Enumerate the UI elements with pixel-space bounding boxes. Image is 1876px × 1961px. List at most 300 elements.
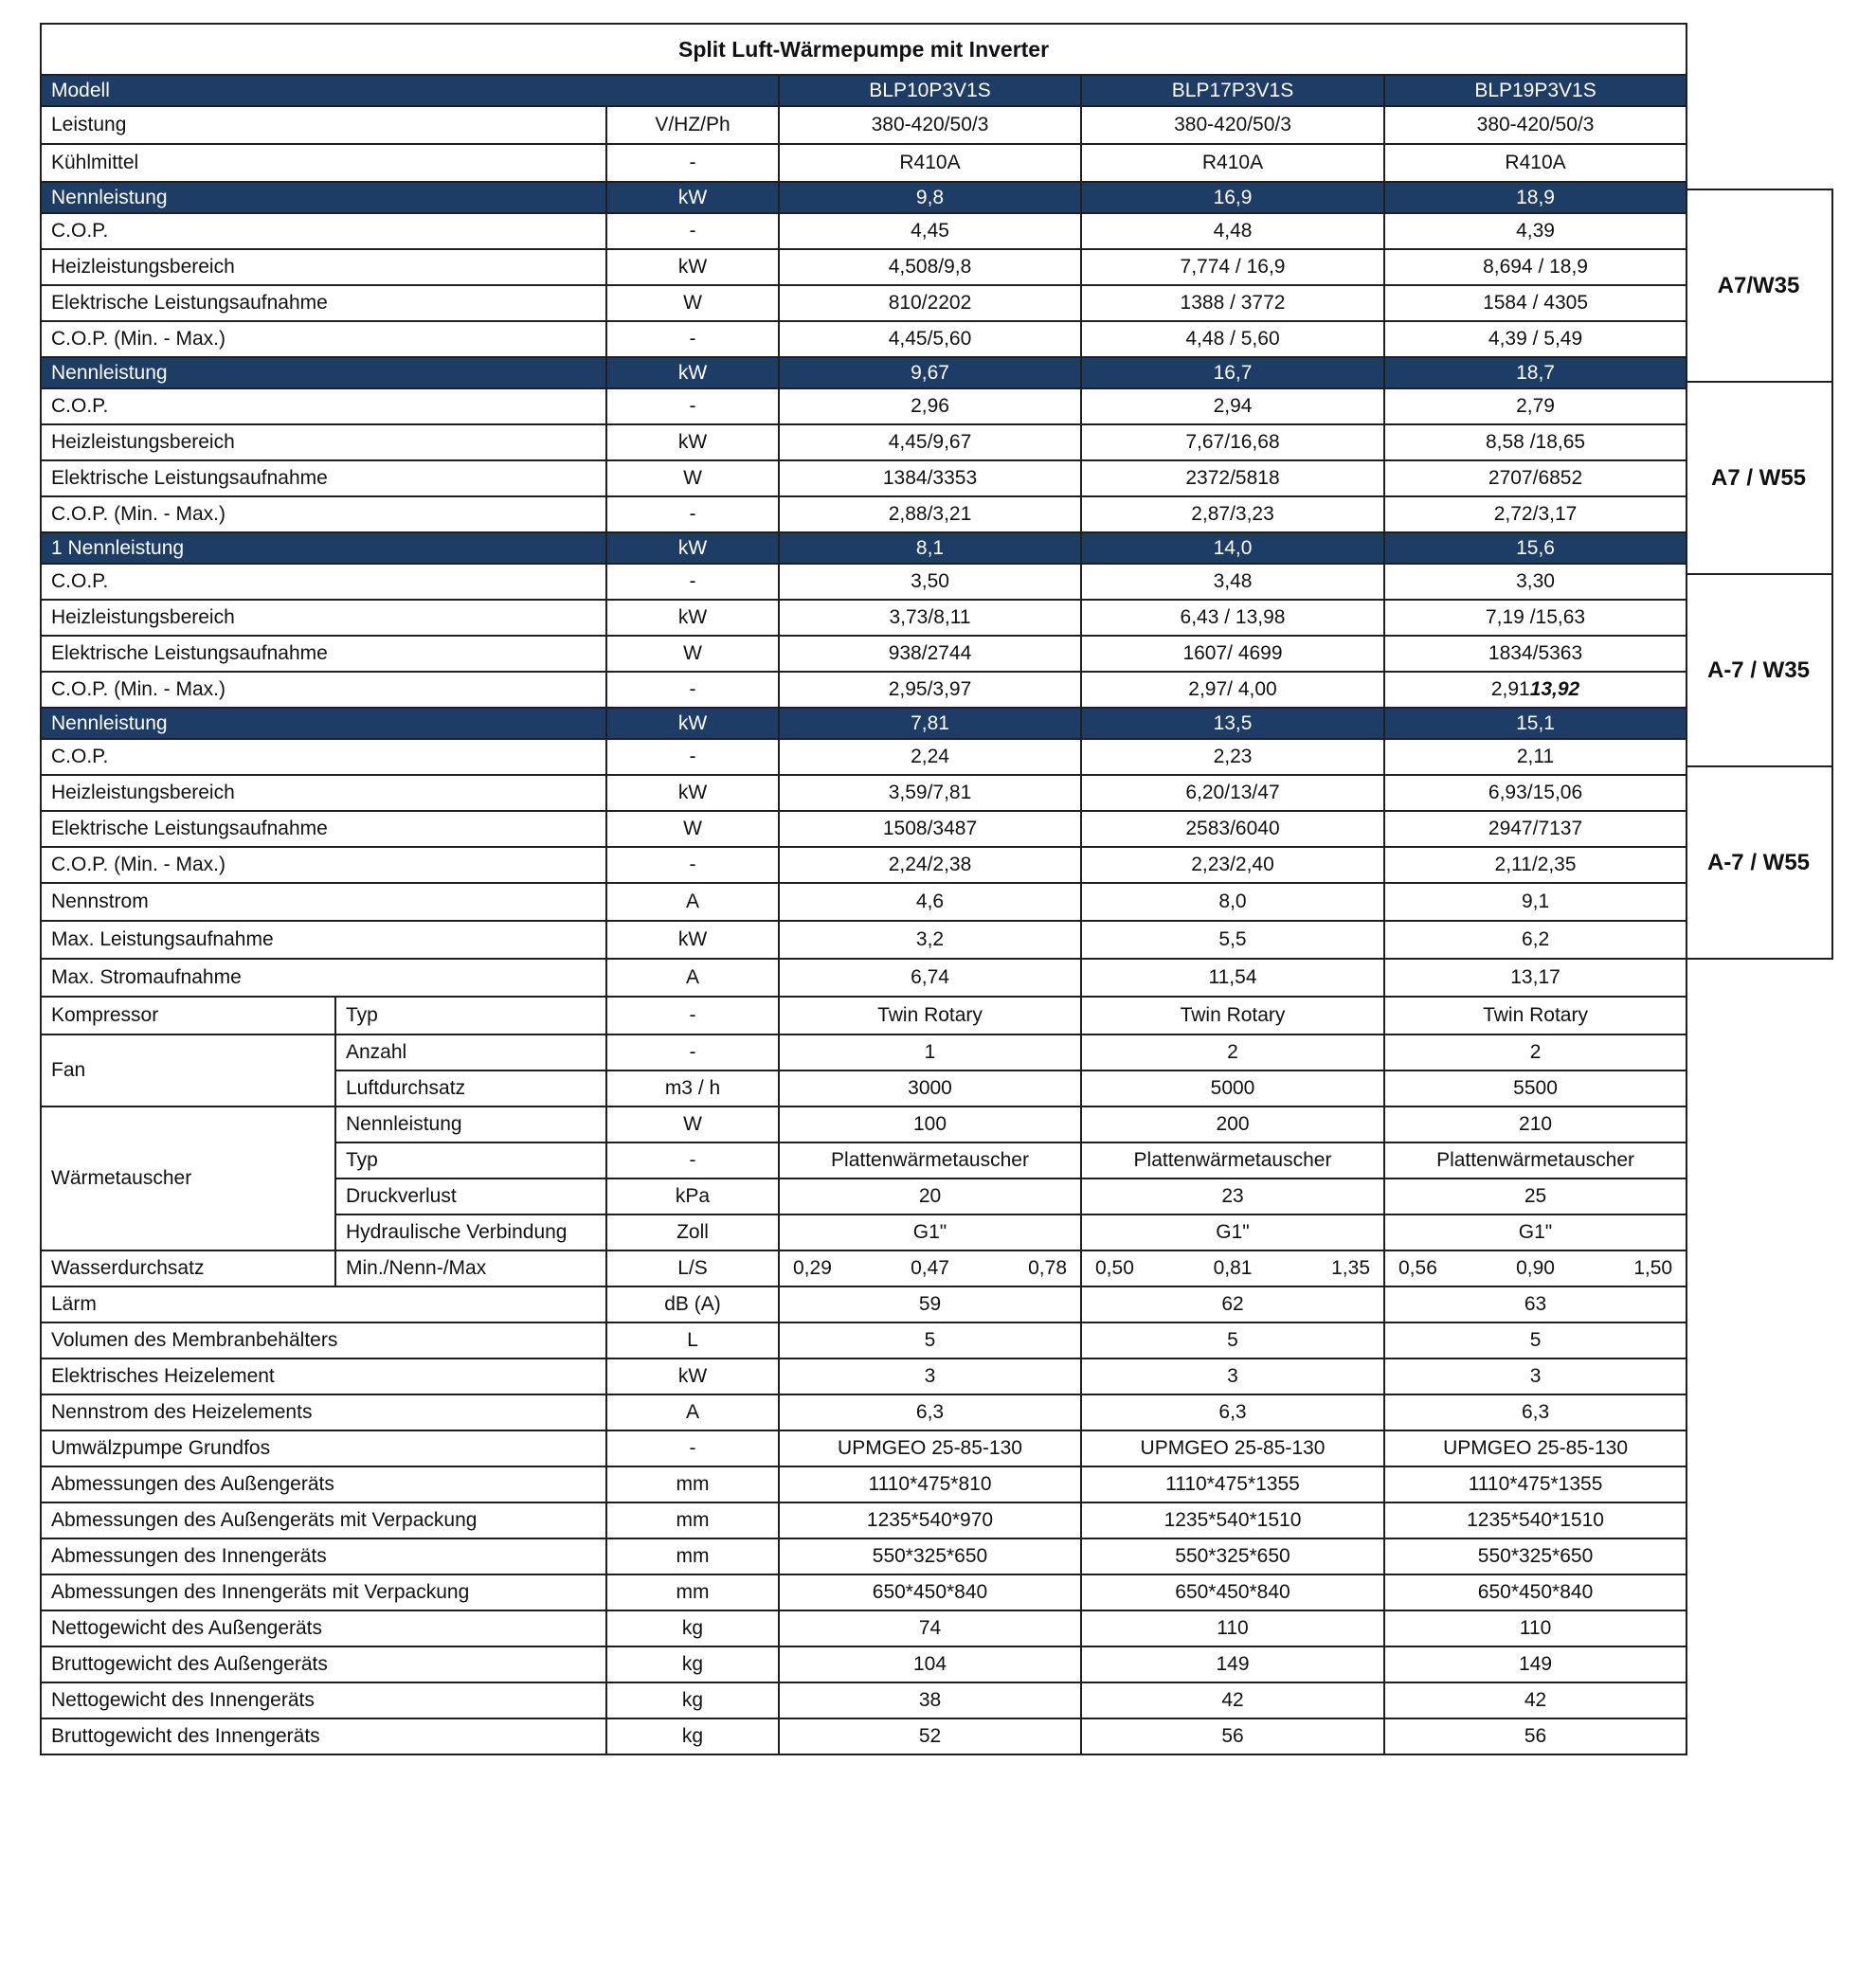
value-cell: 2 (1384, 1034, 1687, 1070)
value-cell (1081, 811, 1384, 847)
value-cell: UPMGEO 25-85-130 (1384, 1430, 1687, 1466)
unit-cell: A (606, 959, 779, 997)
value-cell (1081, 775, 1384, 811)
value-cell: 5500 (1384, 1070, 1687, 1106)
value-cell (1384, 249, 1687, 285)
value-cell: 5 (1081, 1322, 1384, 1358)
value-text: 2,87/3,23 (1191, 503, 1274, 525)
row-label: Nettogewicht des Innengeräts (41, 1682, 606, 1718)
row-label: C.O.P. (41, 564, 606, 600)
value-text: 2,72/3,17 (1493, 503, 1578, 525)
unit-cell: W (606, 1106, 779, 1142)
value-text: 2583/6040 (1185, 818, 1280, 839)
row-label: Kühlmittel (41, 144, 606, 182)
group-label: Kompressor (41, 997, 335, 1034)
row-label: Volumen des Membranbehälters (41, 1322, 606, 1358)
value-cell: 5 (1384, 1322, 1687, 1358)
table-row (41, 1286, 1687, 1322)
value-text: 810/2202 (888, 292, 972, 314)
value-cell (779, 388, 1081, 424)
value-cell: 1235*540*1510 (1081, 1502, 1384, 1538)
sub-label: Nennleistung (335, 1106, 606, 1142)
row-label: C.O.P. (Min. - Max.) (41, 321, 606, 357)
value-cell: 15,1 (1384, 708, 1687, 739)
value-text: 2,91 (1490, 678, 1530, 700)
emphasis-text: 13,92 (1529, 678, 1580, 700)
value-cell (1081, 321, 1384, 357)
unit-cell: - (606, 564, 779, 600)
value-cell: 13,5 (1081, 708, 1384, 739)
value-text: 2,96 (911, 395, 949, 417)
value-text: 4,39 (1516, 220, 1555, 242)
value-text: 1508/3487 (882, 818, 978, 839)
value-cell: 9,8 (779, 182, 1081, 213)
value-cell (779, 285, 1081, 321)
row-label: C.O.P. (41, 388, 606, 424)
value-cell (779, 636, 1081, 672)
value-text: 2,11 (1516, 746, 1555, 767)
value-text: 7,19 /15,63 (1485, 606, 1586, 628)
test-condition-column (1686, 189, 1833, 960)
value-cell (1081, 285, 1384, 321)
value-cell: R410A (779, 144, 1081, 182)
value-cell (1081, 672, 1384, 708)
value-cell: 3 (1384, 1358, 1687, 1394)
value-cell: 3 (779, 1358, 1081, 1394)
value-cell: 380-420/50/3 (1081, 106, 1384, 144)
value-cell: Plattenwärmetauscher (1081, 1142, 1384, 1178)
value-cell: 6,74 (779, 959, 1081, 997)
value-cell (779, 496, 1081, 532)
value-text: 2,88/3,21 (888, 503, 972, 525)
flow-value: 0,56 (1398, 1257, 1437, 1279)
unit-cell: kg (606, 1610, 779, 1646)
value-text: 2,97/ 4,00 (1188, 678, 1277, 700)
row-label: Max. Stromaufnahme (41, 959, 606, 997)
value-cell (779, 811, 1081, 847)
unit-cell: W (606, 636, 779, 672)
value-cell: G1" (779, 1214, 1081, 1250)
unit-cell: - (606, 144, 779, 182)
unit-cell: kW (606, 249, 779, 285)
value-cell (1384, 600, 1687, 636)
value-cell: 100 (779, 1106, 1081, 1142)
value-cell: 16,7 (1081, 357, 1384, 388)
value-cell: 63 (1384, 1286, 1687, 1322)
value-cell: 7,81 (779, 708, 1081, 739)
row-label: C.O.P. (41, 213, 606, 249)
unit-cell: mm (606, 1574, 779, 1610)
table-row (41, 1538, 1687, 1574)
unit-cell: kW (606, 708, 779, 739)
value-text: 3,59/7,81 (888, 782, 972, 803)
value-text: 2,23/2,40 (1191, 854, 1274, 875)
table-row (41, 460, 1687, 496)
value-cell (779, 775, 1081, 811)
row-label: Leistung (41, 106, 606, 144)
value-cell: R410A (1384, 144, 1687, 182)
value-cell: 18,9 (1384, 182, 1687, 213)
table-row (41, 1394, 1687, 1430)
spec-table (40, 23, 1687, 1755)
table-row (41, 847, 1687, 883)
row-label: C.O.P. (Min. - Max.) (41, 496, 606, 532)
unit-cell: kW (606, 1358, 779, 1394)
unit-cell: mm (606, 1466, 779, 1502)
value-cell (1384, 388, 1687, 424)
value-cell: 6,3 (1384, 1394, 1687, 1430)
value-cell: 4,6 (779, 883, 1081, 921)
row-label: Elektrisches Heizelement (41, 1358, 606, 1394)
table-row (41, 811, 1687, 847)
value-cell: G1" (1384, 1214, 1687, 1250)
value-cell: 1110*475*810 (779, 1466, 1081, 1502)
value-cell: 1235*540*1510 (1384, 1502, 1687, 1538)
unit-cell: kW (606, 600, 779, 636)
value-cell (779, 847, 1081, 883)
value-cell: 110 (1384, 1610, 1687, 1646)
table-row (41, 564, 1687, 600)
table-row (41, 321, 1687, 357)
section-header-row (41, 182, 1687, 213)
unit-cell: kPa (606, 1178, 779, 1214)
row-label: Elektrische Leistungsaufnahme (41, 460, 606, 496)
unit-cell: - (606, 847, 779, 883)
row-label: Abmessungen des Innengeräts (41, 1538, 606, 1574)
unit-cell: dB (A) (606, 1286, 779, 1322)
model-name: BLP10P3V1S (779, 75, 1081, 106)
unit-cell: kW (606, 182, 779, 213)
value-cell: 200 (1081, 1106, 1384, 1142)
sub-label: Min./Nenn-/Max (335, 1250, 606, 1286)
sub-label: Druckverlust (335, 1178, 606, 1214)
table-row (41, 496, 1687, 532)
value-cell: 6,3 (779, 1394, 1081, 1430)
unit-cell: W (606, 811, 779, 847)
value-cell: 210 (1384, 1106, 1687, 1142)
unit-cell: mm (606, 1502, 779, 1538)
value-text: 6,43 / 13,98 (1180, 606, 1286, 628)
row-label: Nennstrom des Heizelements (41, 1394, 606, 1430)
section-header-row (41, 532, 1687, 564)
value-cell (779, 564, 1081, 600)
table-row (41, 600, 1687, 636)
unit-cell: A (606, 1394, 779, 1430)
unit-cell: - (606, 388, 779, 424)
value-cell: 14,0 (1081, 532, 1384, 564)
table-row (41, 144, 1687, 182)
fan-row (41, 1034, 1687, 1070)
value-cell (779, 672, 1081, 708)
kompressor-row (41, 997, 1687, 1034)
value-cell: 9,1 (1384, 883, 1687, 921)
row-label: Bruttogewicht des Innengeräts (41, 1718, 606, 1754)
test-condition-label: A-7 / W35 (1686, 574, 1832, 766)
value-text: 2,24/2,38 (888, 854, 972, 875)
unit-cell: kg (606, 1718, 779, 1754)
flow-value: 0,47 (911, 1257, 949, 1279)
table-row (41, 1610, 1687, 1646)
table-row (41, 1574, 1687, 1610)
row-label: Elektrische Leistungsaufnahme (41, 285, 606, 321)
table-row (41, 249, 1687, 285)
table-row (41, 636, 1687, 672)
value-cell: 23 (1081, 1178, 1384, 1214)
row-label: Heizleistungsbereich (41, 424, 606, 460)
table-row (41, 775, 1687, 811)
value-cell (779, 739, 1081, 775)
value-cell (1081, 600, 1384, 636)
value-text: 1388 / 3772 (1180, 292, 1286, 314)
value-cell (1384, 564, 1687, 600)
value-text: 2,94 (1213, 395, 1253, 417)
value-text: 8,58 /18,65 (1485, 431, 1586, 453)
value-cell: 15,6 (1384, 532, 1687, 564)
title-row (41, 24, 1687, 75)
unit-cell: V/HZ/Ph (606, 106, 779, 144)
section-header-row (41, 708, 1687, 739)
value-text: 1834/5363 (1488, 642, 1583, 664)
value-text: 2,23 (1213, 746, 1253, 767)
unit-cell: kW (606, 357, 779, 388)
value-cell (779, 249, 1081, 285)
flow-value: 0,90 (1516, 1257, 1555, 1279)
value-cell: 56 (1081, 1718, 1384, 1754)
unit-cell: kW (606, 424, 779, 460)
value-cell: 5 (779, 1322, 1081, 1358)
value-cell: 380-420/50/3 (1384, 106, 1687, 144)
value-cell: 42 (1081, 1682, 1384, 1718)
row-label: Bruttogewicht des Außengeräts (41, 1646, 606, 1682)
row-label: Elektrische Leistungsaufnahme (41, 636, 606, 672)
value-cell: G1" (1081, 1214, 1384, 1250)
waermetauscher-row (41, 1106, 1687, 1142)
group-label: Wärmetauscher (41, 1106, 335, 1250)
value-text: 7,774 / 16,9 (1180, 256, 1286, 278)
sub-label: Anzahl (335, 1034, 606, 1070)
unit-cell: kg (606, 1646, 779, 1682)
value-cell (1081, 460, 1384, 496)
value-cell (779, 321, 1081, 357)
value-cell: 59 (779, 1286, 1081, 1322)
value-cell: 1110*475*1355 (1081, 1466, 1384, 1502)
unit-cell: - (606, 1430, 779, 1466)
value-cell: Twin Rotary (779, 997, 1081, 1034)
value-cell (1081, 1250, 1384, 1286)
value-cell: 650*450*840 (1384, 1574, 1687, 1610)
value-cell (1384, 424, 1687, 460)
test-condition-label: A7 / W55 (1686, 382, 1832, 574)
flow-value: 0,78 (1028, 1257, 1067, 1279)
unit-cell: - (606, 1142, 779, 1178)
model-name: BLP17P3V1S (1081, 75, 1384, 106)
value-cell: 550*325*650 (1384, 1538, 1687, 1574)
table-row (41, 739, 1687, 775)
value-text: 6,93/15,06 (1488, 782, 1583, 803)
unit-cell: - (606, 1034, 779, 1070)
table-row (41, 1646, 1687, 1682)
value-text: 4,48 / 5,60 (1185, 328, 1280, 350)
value-cell: 74 (779, 1610, 1081, 1646)
value-cell: 149 (1384, 1646, 1687, 1682)
value-cell (1081, 847, 1384, 883)
value-cell: 8,1 (779, 532, 1081, 564)
value-cell: 1110*475*1355 (1384, 1466, 1687, 1502)
value-text: 1584 / 4305 (1483, 292, 1588, 314)
value-cell: 9,67 (779, 357, 1081, 388)
value-cell (1384, 496, 1687, 532)
value-cell: 6,3 (1081, 1394, 1384, 1430)
unit-cell: L (606, 1322, 779, 1358)
unit-cell: kW (606, 532, 779, 564)
flow-value: 0,81 (1213, 1257, 1253, 1279)
value-text: 2,24 (911, 746, 949, 767)
value-text: 4,508/9,8 (888, 256, 972, 278)
value-cell (1384, 847, 1687, 883)
unit-cell: - (606, 213, 779, 249)
value-cell (1384, 460, 1687, 496)
value-text: 4,48 (1213, 220, 1253, 242)
value-cell: 13,17 (1384, 959, 1687, 997)
value-text: 7,67/16,68 (1185, 431, 1280, 453)
value-text: 1384/3353 (882, 467, 978, 489)
value-cell: 5000 (1081, 1070, 1384, 1106)
row-label: Heizleistungsbereich (41, 600, 606, 636)
unit-cell: - (606, 496, 779, 532)
value-text: 2,11/2,35 (1494, 854, 1577, 875)
row-label: C.O.P. (Min. - Max.) (41, 847, 606, 883)
value-text: 4,45/5,60 (888, 328, 972, 350)
table-row (41, 1502, 1687, 1538)
table-row (41, 285, 1687, 321)
value-cell (779, 424, 1081, 460)
unit-cell: kg (606, 1682, 779, 1718)
value-cell: 1 (779, 1034, 1081, 1070)
row-label: Lärm (41, 1286, 606, 1322)
value-text: 938/2744 (888, 642, 972, 664)
unit-cell: Zoll (606, 1214, 779, 1250)
row-label: Abmessungen des Außengeräts mit Verpackung (41, 1502, 606, 1538)
value-cell: 650*450*840 (1081, 1574, 1384, 1610)
value-cell: Plattenwärmetauscher (779, 1142, 1081, 1178)
row-label: Abmessungen des Außengeräts (41, 1466, 606, 1502)
value-text: 2,95/3,97 (888, 678, 972, 700)
value-cell: 6,2 (1384, 921, 1687, 959)
value-text: 6,20/13/47 (1185, 782, 1280, 803)
value-cell: Twin Rotary (1384, 997, 1687, 1034)
value-cell: 149 (1081, 1646, 1384, 1682)
value-cell: 8,0 (1081, 883, 1384, 921)
value-cell (1384, 672, 1687, 708)
table-row (41, 106, 1687, 144)
value-cell: 550*325*650 (779, 1538, 1081, 1574)
value-cell: 104 (779, 1646, 1081, 1682)
flow-value: 1,50 (1633, 1257, 1673, 1279)
section-header-label: Nennleistung (41, 708, 606, 739)
value-cell: 3,2 (779, 921, 1081, 959)
section-header-label: Nennleistung (41, 182, 606, 213)
value-cell: UPMGEO 25-85-130 (779, 1430, 1081, 1466)
model-header-label: Modell (41, 75, 779, 106)
flow-range (1385, 1257, 1686, 1280)
sub-label: Typ (335, 997, 606, 1034)
value-cell: 20 (779, 1178, 1081, 1214)
table-title: Split Luft-Wärmepumpe mit Inverter (41, 24, 1687, 75)
flow-value: 0,50 (1095, 1257, 1134, 1279)
value-cell (1081, 388, 1384, 424)
value-text: 3,30 (1516, 570, 1555, 592)
value-cell (1384, 285, 1687, 321)
value-text: 2707/6852 (1488, 467, 1583, 489)
value-cell: UPMGEO 25-85-130 (1081, 1430, 1384, 1466)
row-label: C.O.P. (Min. - Max.) (41, 672, 606, 708)
value-cell: 380-420/50/3 (779, 106, 1081, 144)
table-row (41, 1466, 1687, 1502)
table-row (41, 959, 1687, 997)
table-row (41, 1358, 1687, 1394)
value-text: 3,73/8,11 (889, 606, 971, 628)
value-cell: 3 (1081, 1358, 1384, 1394)
value-cell (779, 600, 1081, 636)
value-cell: 11,54 (1081, 959, 1384, 997)
section-header-label: 1 Nennleistung (41, 532, 606, 564)
table-row (41, 1682, 1687, 1718)
value-cell (1081, 739, 1384, 775)
unit-cell: kW (606, 775, 779, 811)
unit-cell: - (606, 672, 779, 708)
table-row (41, 1430, 1687, 1466)
value-cell: 650*450*840 (779, 1574, 1081, 1610)
unit-cell: - (606, 321, 779, 357)
sub-label: Hydraulische Verbindung (335, 1214, 606, 1250)
unit-cell: kW (606, 921, 779, 959)
value-cell (1384, 213, 1687, 249)
value-text: 4,45/9,67 (888, 431, 972, 453)
value-cell: 38 (779, 1682, 1081, 1718)
table-row (41, 388, 1687, 424)
unit-cell: mm (606, 1538, 779, 1574)
row-label: Heizleistungsbereich (41, 775, 606, 811)
section-header-row (41, 357, 1687, 388)
value-cell: R410A (1081, 144, 1384, 182)
model-header-row (41, 75, 1687, 106)
value-text: 2372/5818 (1185, 467, 1280, 489)
value-cell (1081, 564, 1384, 600)
value-cell: 110 (1081, 1610, 1384, 1646)
model-name: BLP19P3V1S (1384, 75, 1687, 106)
unit-cell: W (606, 285, 779, 321)
unit-cell: A (606, 883, 779, 921)
value-text: 8,694 / 18,9 (1483, 256, 1588, 278)
table-row (41, 921, 1687, 959)
flow-range (1082, 1257, 1383, 1280)
value-cell (779, 460, 1081, 496)
value-cell (1384, 636, 1687, 672)
value-cell: 550*325*650 (1081, 1538, 1384, 1574)
value-cell: 2 (1081, 1034, 1384, 1070)
unit-cell: - (606, 739, 779, 775)
value-text: 4,45 (911, 220, 949, 242)
value-cell: 42 (1384, 1682, 1687, 1718)
row-label: Elektrische Leistungsaufnahme (41, 811, 606, 847)
value-cell: Twin Rotary (1081, 997, 1384, 1034)
value-cell (1384, 321, 1687, 357)
value-cell: 1235*540*970 (779, 1502, 1081, 1538)
sub-label: Luftdurchsatz (335, 1070, 606, 1106)
row-label: Nettogewicht des Außengeräts (41, 1610, 606, 1646)
value-text: 4,39 / 5,49 (1488, 328, 1583, 350)
table-row (41, 672, 1687, 708)
